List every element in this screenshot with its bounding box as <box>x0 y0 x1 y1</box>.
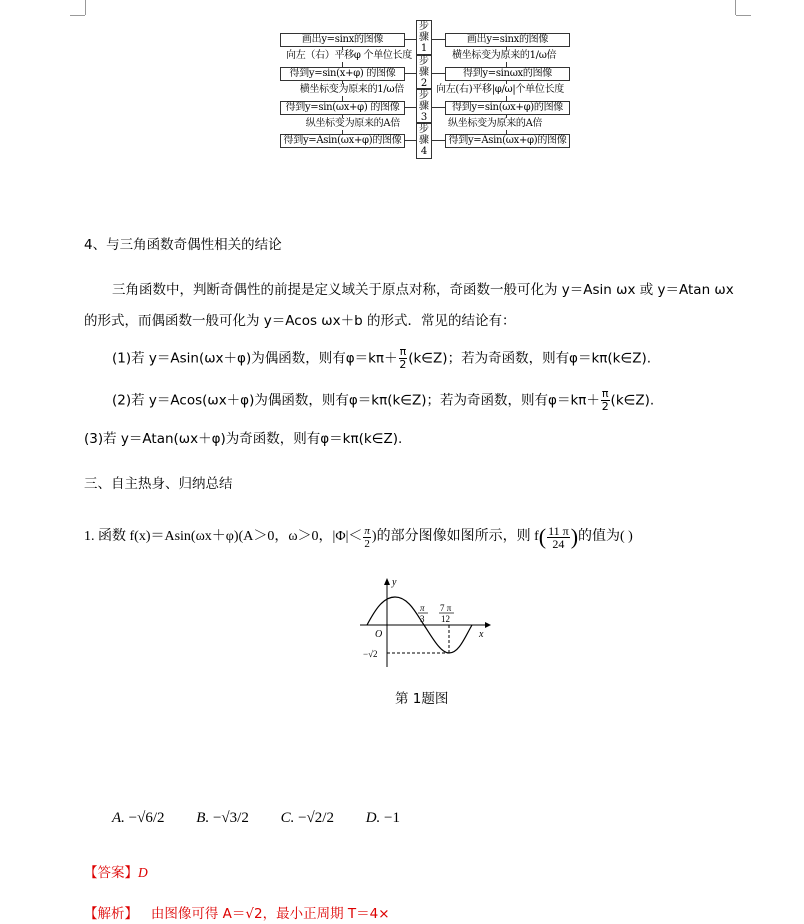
flow-label-left-3: 纵坐标变为原来的A倍 <box>305 118 400 129</box>
fraction-numerator: π <box>364 524 370 537</box>
flow-box-left-2: 得到y=sin(x+φ) 的图像 <box>280 67 405 81</box>
conclusion-1 <box>112 346 651 371</box>
flow-connector <box>431 73 445 74</box>
analysis-text: 由图像可得 A＝√2，最小正周期 T＝4× <box>150 906 390 922</box>
step-box-2: 步骤2 <box>416 55 432 89</box>
x-axis-arrow-icon <box>485 622 491 628</box>
conclusion-3: (3)若 y＝Atan(ωx＋φ)为奇函数，则有φ＝kπ(k∈Z). <box>84 431 403 447</box>
flow-label-left-2: 横坐标变为原来的1/ω倍 <box>299 84 404 95</box>
fraction-denominator: 2 <box>364 537 370 550</box>
option-label: C. <box>280 810 295 826</box>
conclusion-2 <box>112 388 654 413</box>
sine-graph-figure <box>355 575 495 670</box>
conclusion-text: (2)若 y＝Acos(ωx＋φ)为偶函数，则有φ＝kπ(k∈Z)；若为奇函数，则有φ＝kπ＋ <box>112 392 600 409</box>
option-label: B. <box>196 810 210 826</box>
tick-label: 12 <box>441 614 450 624</box>
step-box-4: 步骤4 <box>416 123 432 159</box>
option-value: −1 <box>384 810 400 826</box>
fraction <box>601 388 610 413</box>
fraction <box>547 525 570 550</box>
paragraph: 三角函数中，判断奇偶性的前提是定义域关于原点对称，奇函数一般可化为 y＝Asin ωx 或 y＝Atan ωx <box>112 282 734 298</box>
fraction-denominator: 24 <box>552 536 565 551</box>
option-a <box>112 810 165 827</box>
y-axis-label: y <box>392 577 397 588</box>
x-axis-label: x <box>479 629 484 640</box>
section-heading: 4、与三角函数奇偶性相关的结论 <box>84 237 282 253</box>
option-value: −√2/2 <box>298 810 334 826</box>
answer-value: D <box>138 865 148 880</box>
page-corner-mark <box>735 0 736 15</box>
tick-label: 3 <box>420 614 425 624</box>
option-value: −√6/2 <box>128 810 165 826</box>
conclusion-text: (k∈Z). <box>610 392 655 409</box>
option-label: A. <box>112 810 125 826</box>
fraction-numerator: π <box>399 345 407 358</box>
option-value: −√3/2 <box>212 810 249 826</box>
analysis <box>84 902 390 922</box>
question-text: 的值为( ) <box>578 529 633 545</box>
fraction-denominator: 2 <box>399 358 407 371</box>
step-box-3: 步骤3 <box>416 89 432 123</box>
answer-label: 【答案】 <box>84 865 138 881</box>
option-label: D. <box>365 810 381 826</box>
section-heading: 三、自主热身、归纳总结 <box>84 476 233 492</box>
fraction-numerator: π <box>601 387 609 400</box>
page-corner-mark <box>70 15 85 16</box>
tick-label: π <box>420 603 425 613</box>
question-1 <box>84 522 633 552</box>
page-corner-mark <box>85 0 86 15</box>
fraction-numerator: 11 π <box>548 523 569 538</box>
step-box-1: 步骤1 <box>416 20 432 55</box>
tick-label: 7 π <box>440 603 452 613</box>
option-b <box>196 810 249 827</box>
question-text: )的部分图像如图所示，则 f <box>371 529 539 545</box>
flow-connector <box>431 107 445 108</box>
option-d <box>366 810 400 827</box>
tick-label: −√2 <box>363 649 378 659</box>
flow-label-right-3: 纵坐标变为原来的A倍 <box>448 118 543 129</box>
bracket: ) <box>570 524 579 549</box>
page-corner-mark <box>736 15 751 16</box>
conclusion-text: (k∈Z)；若为奇函数，则有φ＝kπ(k∈Z). <box>408 350 652 367</box>
origin-label: O <box>375 629 383 640</box>
fraction <box>363 525 371 550</box>
flow-box-left-3: 得到y=sin(ωx+φ) 的图像 <box>280 101 405 115</box>
fraction <box>399 346 408 371</box>
flow-box-left-4: 得到y=Asin(ωx+φ)的图像 <box>280 134 405 148</box>
y-axis-arrow-icon <box>384 578 390 585</box>
figure-caption: 第 1题图 <box>395 691 449 707</box>
question-text: 1. 函数 f(x)＝Asin(ωx＋φ)(A＞0，ω＞0，|Φ|＜ <box>84 529 363 545</box>
flow-connector <box>431 140 445 141</box>
conclusion-text: (1)若 y＝Asin(ωx＋φ)为偶函数，则有φ＝kπ＋ <box>112 350 398 367</box>
flow-label-left-1: 向左（右）平移φ 个单位长度 <box>286 50 412 61</box>
fraction-denominator: 2 <box>601 400 609 413</box>
analysis-label: 【解析】 <box>84 906 138 922</box>
flow-label-right-2: 向左(右)平移|φ/ω|个单位长度 <box>436 84 564 95</box>
flow-connector <box>431 39 445 40</box>
option-c <box>281 810 334 827</box>
flow-label-right-1: 横坐标变为原来的1/ω倍 <box>452 50 557 61</box>
flow-box-right-4: 得到y=Asin(ωx+φ)的图像 <box>445 134 570 148</box>
flow-box-right-3: 得到y=sin(ωx+φ)的图像 <box>445 101 570 115</box>
answer-options <box>112 810 428 827</box>
flow-box-right-1: 画出y=sinx的图像 <box>445 33 570 47</box>
flow-box-left-1: 画出y=sinx的图像 <box>280 33 405 47</box>
bracket: ( <box>538 524 547 549</box>
answer <box>84 861 148 881</box>
paragraph: 的形式，而偶函数一般可化为 y＝Acos ωx＋b 的形式．常见的结论有： <box>84 313 516 329</box>
flow-box-right-2: 得到y=sinωx的图像 <box>445 67 570 81</box>
